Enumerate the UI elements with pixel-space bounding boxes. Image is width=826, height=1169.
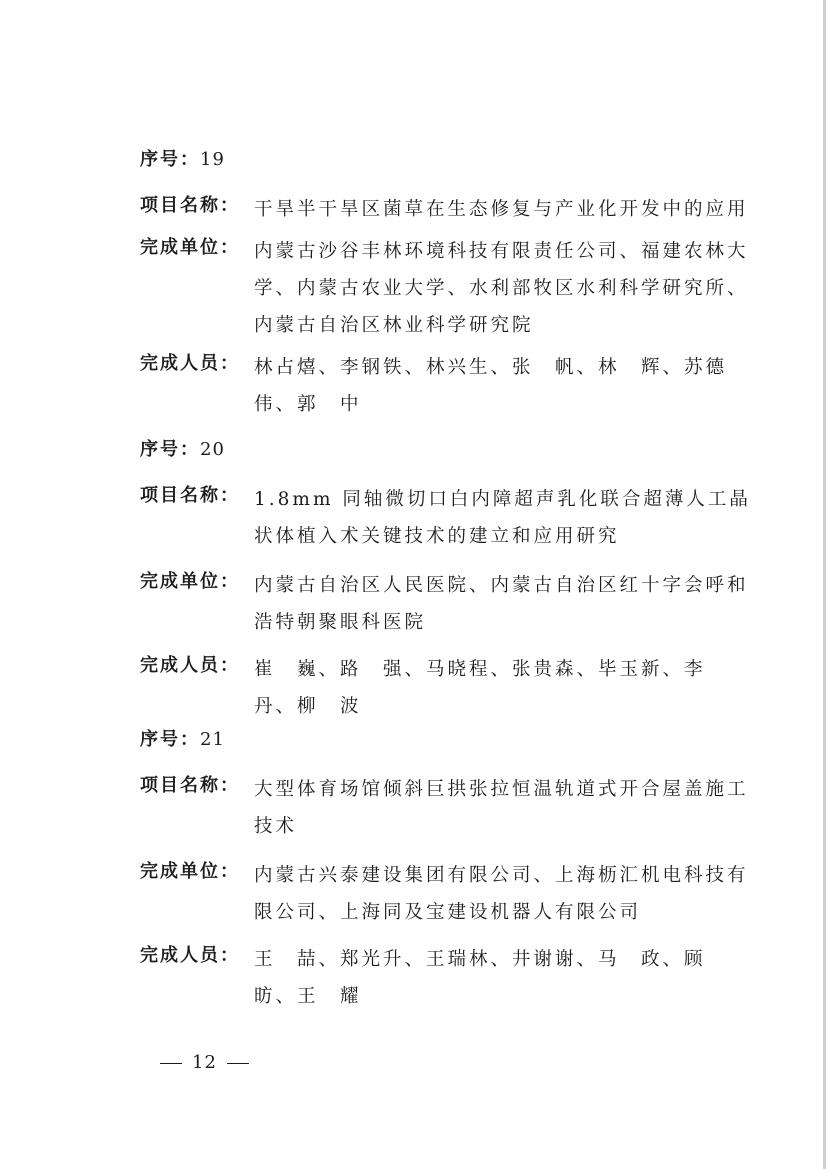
seq-label: 序号： (140, 729, 200, 750)
unit-label: 完成单位： (140, 237, 240, 258)
project-name: 干旱半干旱区菌草在生态修复与产业化开发中的应用 (254, 199, 749, 220)
people-value: 林占熺、李钢铁、林兴生、张 帆、林 辉、苏德伟、郭 中 (254, 357, 728, 415)
seq-number: 20 (200, 439, 225, 460)
unit-value: 内蒙古沙谷丰林环境科技有限责任公司、福建农林大学、内蒙古农业大学、水利部牧区水利科学研究所、内蒙古自治区林业科学研究院 (254, 241, 749, 336)
seq-label-row (140, 725, 225, 755)
page-footer (150, 1052, 259, 1073)
seq-number: 21 (200, 729, 225, 750)
unit-value: 内蒙古自治区人民医院、内蒙古自治区红十字会呼和浩特朝聚眼科医院 (254, 575, 749, 633)
people-row (140, 941, 760, 1021)
project-name-label: 项目名称： (140, 195, 240, 216)
unit-value: 内蒙古兴泰建设集团有限公司、上海枥汇机电科技有限公司、上海同及宝建设机器人有限公司 (254, 865, 749, 923)
people-value: 崔 巍、路 强、马晓程、张贵森、毕玉新、李 丹、柳 波 (254, 659, 728, 717)
seq-label-row (140, 145, 225, 175)
footer-dash-right (227, 1063, 249, 1064)
people-label: 完成人员： (140, 353, 240, 374)
project-name-label: 项目名称： (140, 485, 240, 506)
page-number: 12 (192, 1052, 217, 1073)
seq-label: 序号： (140, 149, 200, 170)
people-label: 完成人员： (140, 655, 240, 676)
unit-label: 完成单位： (140, 861, 240, 882)
entry-seq-row (140, 145, 760, 191)
award-entry (140, 435, 760, 731)
unit-row (140, 857, 760, 941)
project-name-row (140, 481, 760, 567)
footer-dash-left (160, 1063, 182, 1064)
project-name: 大型体育场馆倾斜巨拱张拉恒温轨道式开合屋盖施工技术 (254, 779, 749, 837)
seq-label-row (140, 435, 225, 465)
award-entry (140, 145, 760, 429)
project-name-row (140, 771, 760, 857)
entry-seq-row (140, 435, 760, 481)
project-name-label: 项目名称： (140, 775, 240, 796)
people-row (140, 651, 760, 731)
seq-number: 19 (200, 149, 225, 170)
people-label: 完成人员： (140, 945, 240, 966)
unit-label: 完成单位： (140, 571, 240, 592)
project-name: 1.8mm 同轴微切口白内障超声乳化联合超薄人工晶状体植入术关键技术的建立和应用研究 (254, 489, 751, 547)
entry-seq-row (140, 725, 760, 771)
award-entry (140, 725, 760, 1021)
seq-label: 序号： (140, 439, 200, 460)
people-row (140, 349, 760, 429)
project-name-row (140, 191, 760, 233)
unit-row (140, 233, 760, 349)
people-value: 王 喆、郑光升、王瑞林、井谢谢、马 政、顾 昉、王 耀 (254, 949, 728, 1007)
unit-row (140, 567, 760, 651)
